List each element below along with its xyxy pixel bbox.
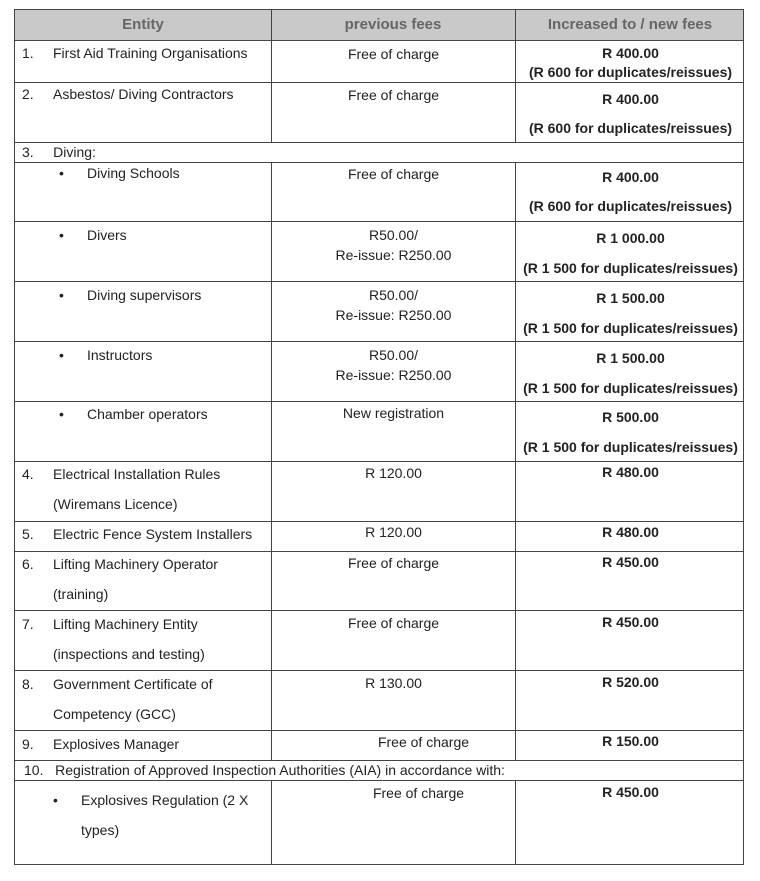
bullet-entity: • Instructors	[61, 347, 152, 363]
new-fee: R 1 500.00 (R 1 500 for duplicates/reissues)	[523, 290, 738, 336]
previous-fee: R 120.00	[365, 524, 422, 540]
new-fee: R 450.00	[602, 784, 659, 800]
new-fee: R 400.00 (R 600 for duplicates/reissues)	[528, 45, 733, 80]
table-header	[14, 9, 744, 41]
new-fee: R 1 500.00 (R 1 500 for duplicates/reissues)	[523, 350, 738, 396]
header-entity: Entity	[122, 16, 164, 33]
previous-fee: R 130.00	[365, 675, 422, 691]
new-fee: R 480.00	[602, 464, 659, 480]
entity-name: Electric Fence System Installers	[53, 526, 253, 542]
table-row	[14, 282, 744, 342]
bullet-entity: • Diving supervisors	[61, 287, 201, 303]
row-number: 4.	[22, 466, 34, 482]
previous-fee: R 120.00	[365, 465, 422, 481]
previous-fee: New registration	[342, 405, 445, 421]
previous-fee: Free of charge	[347, 615, 440, 631]
bullet-entity: • Chamber operators	[61, 406, 208, 422]
entity-name: Electrical Installation Rules (Wiremans Licence)	[53, 466, 221, 512]
bullet-entity: • Explosives Regulation (2 X types)	[55, 785, 248, 845]
section-label: 10. Registration of Approved Inspection Authorities (AIA) in accordance with:	[24, 762, 505, 778]
table-row	[14, 611, 744, 671]
table-row	[14, 731, 744, 761]
row-number: 8.	[22, 676, 34, 692]
previous-fee: R50.00/ Re-issue: R250.00	[335, 347, 452, 383]
new-fee: R 400.00 (R 600 for duplicates/reissues)	[528, 91, 733, 136]
table-row	[14, 163, 744, 222]
previous-fee: Free of charge	[372, 785, 465, 801]
bullet-entity: • Divers	[61, 227, 127, 243]
table-row	[14, 83, 744, 143]
entity-name: Explosives Manager	[53, 736, 180, 752]
header-previous-fees: previous fees	[344, 16, 442, 33]
new-fee: R 500.00 (R 1 500 for duplicates/reissues)	[523, 409, 738, 455]
previous-fee: R50.00/ Re-issue: R250.00	[335, 227, 452, 263]
new-fee: R 1 000.00 (R 1 500 for duplicates/reissues)	[523, 230, 738, 276]
previous-fee: Free of charge	[347, 555, 440, 571]
row-number: 7.	[22, 616, 34, 632]
new-fee: R 150.00	[602, 733, 659, 749]
table-row	[14, 462, 744, 522]
table-row-section	[14, 143, 744, 163]
previous-fee: R50.00/ Re-issue: R250.00	[335, 287, 452, 323]
header-new-fees: Increased to / new fees	[547, 16, 713, 33]
row-number: 1.	[22, 45, 34, 61]
section-label: 3. Diving:	[22, 144, 96, 160]
new-fee: R 520.00	[602, 674, 659, 690]
previous-fee: Free of charge	[347, 87, 440, 103]
new-fee: R 450.00	[602, 614, 659, 630]
entity-name: Lifting Machinery Entity (inspections and testing)	[53, 616, 205, 662]
previous-fee: Free of charge	[377, 734, 470, 750]
entity-name: First Aid Training Organisations	[53, 45, 248, 61]
previous-fee: Free of charge	[347, 46, 440, 62]
table-row	[14, 781, 744, 865]
new-fee: R 400.00 (R 600 for duplicates/reissues)	[528, 169, 733, 214]
row-number: 6.	[22, 556, 34, 572]
table-row	[14, 671, 744, 731]
table-row	[14, 552, 744, 611]
table-row	[14, 342, 744, 402]
row-number: 5.	[22, 526, 34, 542]
entity-name: Asbestos/ Diving Contractors	[53, 86, 234, 102]
row-number: 2.	[22, 86, 34, 102]
new-fee: R 480.00	[602, 524, 659, 540]
entity-name: Government Certificate of Competency (GCC)	[53, 676, 213, 722]
new-fee: R 450.00	[602, 554, 659, 570]
table-row	[14, 522, 744, 552]
table-row	[14, 41, 744, 83]
table-row-section	[14, 761, 744, 781]
table-row	[14, 402, 744, 462]
row-number: 9.	[22, 736, 34, 752]
entity-name: Lifting Machinery Operator (training)	[53, 556, 218, 602]
bullet-entity: • Diving Schools	[61, 165, 180, 181]
previous-fee: Free of charge	[347, 166, 440, 182]
table-row	[14, 222, 744, 282]
